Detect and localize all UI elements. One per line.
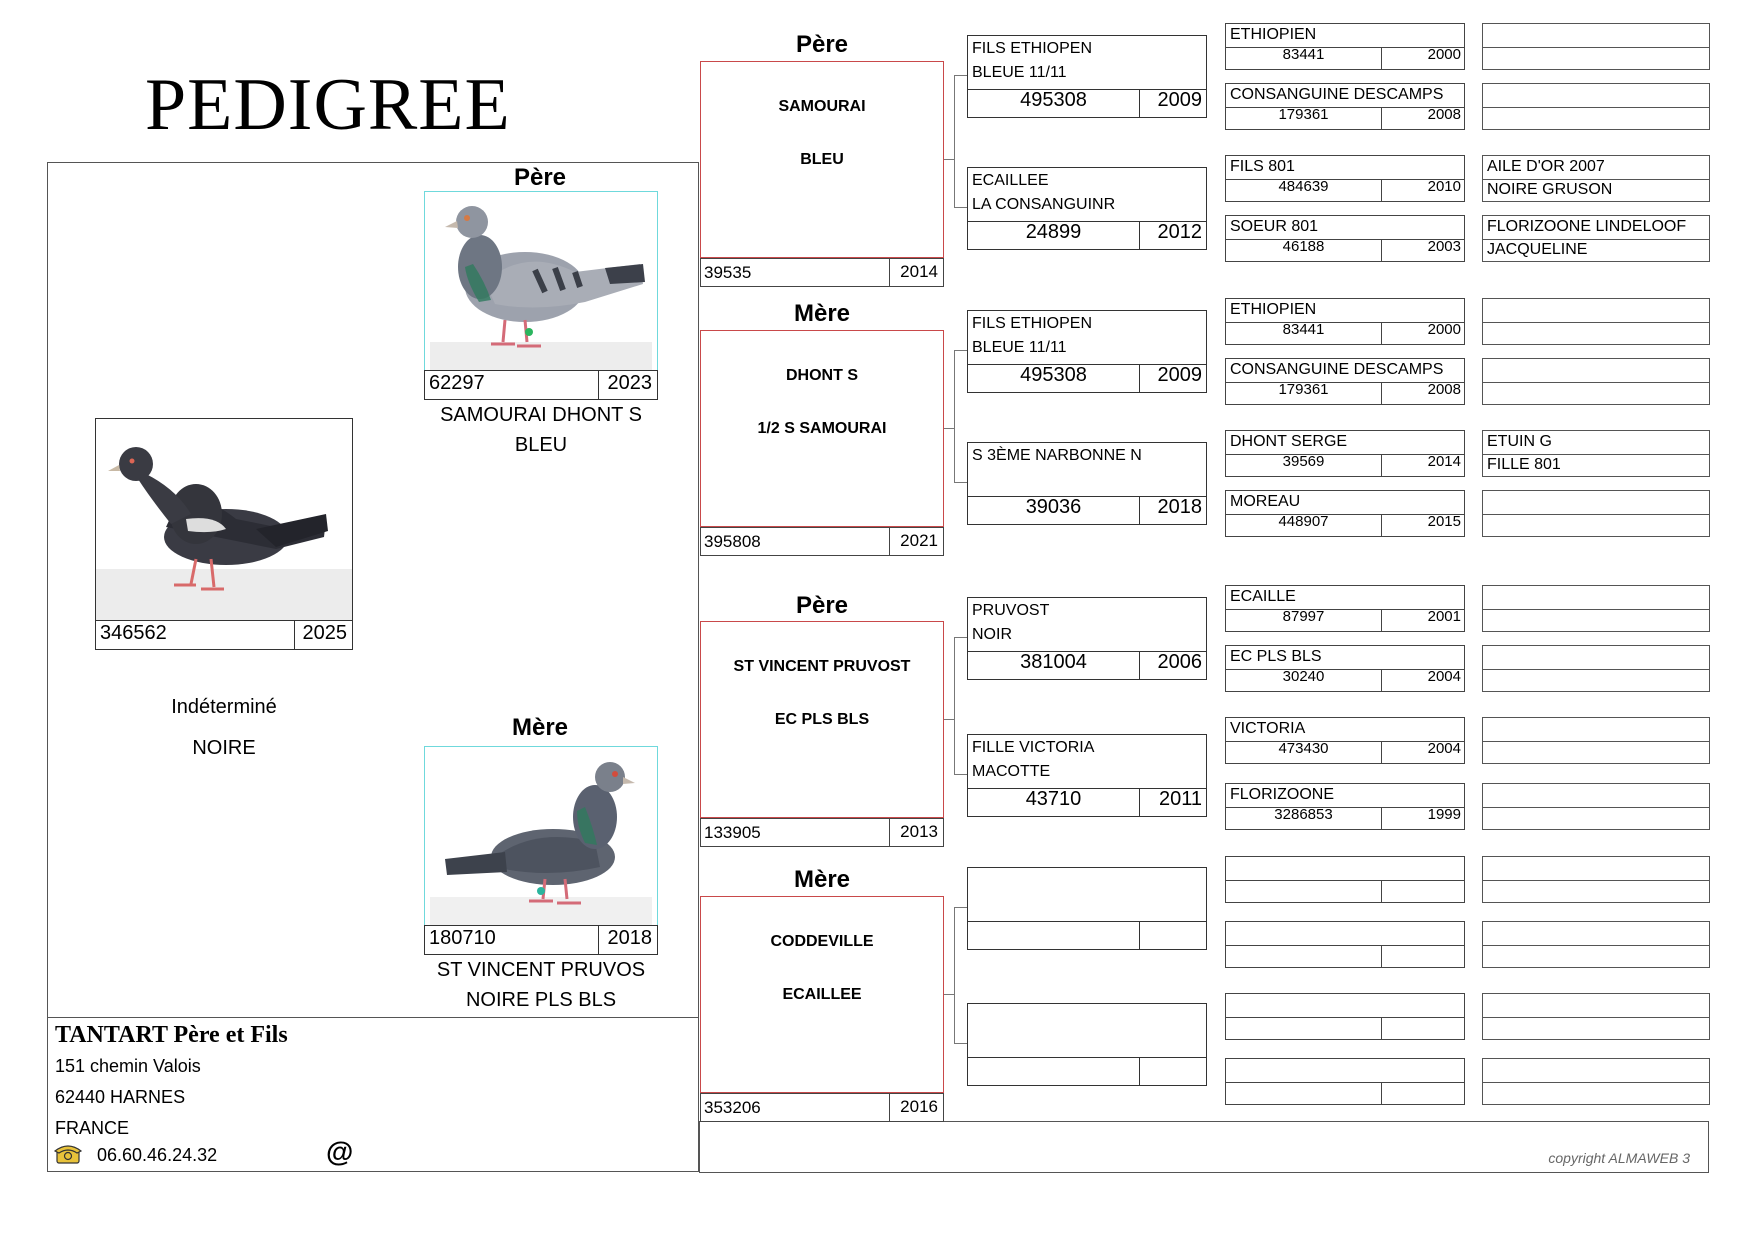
entry-ring-year: 2018 <box>1157 496 1202 518</box>
entry-color: MACOTTE <box>972 763 1051 780</box>
dam-ring <box>424 925 658 955</box>
grandparent-ring-year: 2021 <box>900 531 938 550</box>
sire-photo <box>424 191 658 371</box>
entry-ring-number: 30240 <box>1282 668 1325 685</box>
grandparent-color: ECAILLEE <box>782 986 862 1003</box>
ancestor-entry <box>1482 1058 1710 1105</box>
entry-ring-year: 2000 <box>1427 46 1461 63</box>
subject-ring-year: 2025 <box>302 622 347 644</box>
sire-ring-year: 2023 <box>607 372 652 394</box>
entry-name: VICTORIA <box>1230 720 1306 737</box>
entry-name: FILS ETHIOPEN <box>972 40 1093 57</box>
grandparent-name: CODDEVILLE <box>770 933 874 950</box>
entry-ring-number: 39036 <box>1025 496 1082 518</box>
dam-color: NOIRE PLS BLS <box>465 989 617 1011</box>
grandparent-entry <box>1225 83 1465 130</box>
connector <box>954 482 967 483</box>
grandparent-ring-number: 39535 <box>704 263 752 282</box>
entry-ring-year: 2001 <box>1427 608 1461 625</box>
grandparent-box <box>700 330 944 527</box>
parent-entry <box>967 1003 1207 1086</box>
divider <box>1483 609 1709 610</box>
grandparent-header: Mère <box>793 866 851 893</box>
dam-header: Mère <box>511 714 569 741</box>
connector <box>954 159 955 208</box>
divider <box>889 259 890 286</box>
entry-color: BLEUE 11/11 <box>972 64 1067 81</box>
entry-ring-year: 2011 <box>1158 788 1202 810</box>
divider <box>1381 47 1382 69</box>
entry-ring-number: 473430 <box>1278 740 1329 757</box>
ancestor-entry <box>1482 215 1710 262</box>
grandparent-entry <box>1225 430 1465 477</box>
entry-line-1: FLORIZOONE LINDELOOF <box>1487 218 1687 235</box>
grandparent-entry <box>1225 645 1465 692</box>
divider <box>598 926 599 954</box>
grandparent-box <box>700 896 944 1093</box>
entry-name: FILLE VICTORIA <box>972 739 1095 756</box>
page-title: PEDIGREE <box>145 64 511 146</box>
entry-ring-year: 2009 <box>1157 89 1202 111</box>
divider <box>1483 945 1709 946</box>
divider <box>968 1057 1206 1058</box>
divider <box>889 1094 890 1121</box>
grandparent-ring <box>700 258 944 287</box>
entry-ring-number: 3286853 <box>1274 806 1333 823</box>
grandparent-entry <box>1225 856 1465 903</box>
entry-ring-number: 46188 <box>1282 238 1325 255</box>
grandparent-ring-year: 2016 <box>900 1097 938 1116</box>
sire-name: SAMOURAI DHONT S <box>440 404 642 426</box>
connector <box>954 350 955 429</box>
entry-name: SOEUR 801 <box>1230 218 1319 235</box>
parent-entry <box>967 734 1207 817</box>
divider <box>294 621 295 649</box>
ancestor-entry <box>1482 645 1710 692</box>
entry-ring-number: 448907 <box>1278 513 1329 530</box>
subject-sex: Indéterminé <box>171 696 277 718</box>
entry-color: NOIR <box>972 626 1012 643</box>
grandparent-ring-number: 353206 <box>704 1098 761 1117</box>
grandparent-entry <box>1225 783 1465 830</box>
grandparent-ring <box>700 527 944 556</box>
grandparent-entry <box>1225 993 1465 1040</box>
entry-ring-year: 1999 <box>1427 806 1461 823</box>
divider <box>1139 496 1140 524</box>
divider <box>1483 107 1709 108</box>
entry-line-1: AILE D'OR 2007 <box>1487 158 1605 175</box>
divider <box>1483 514 1709 515</box>
entry-ring-year: 2012 <box>1157 221 1202 243</box>
connector <box>954 75 967 76</box>
entry-name: ECAILLEE <box>972 172 1049 189</box>
ancestor-entry <box>1482 23 1710 70</box>
grandparent-header: Père <box>795 592 849 619</box>
grandparent-name: ST VINCENT PRUVOST <box>733 658 911 675</box>
divider <box>968 921 1206 922</box>
entry-name: CONSANGUINE DESCAMPS <box>1230 86 1444 103</box>
divider <box>1381 322 1382 344</box>
grandparent-header: Mère <box>793 300 851 327</box>
subject-ring-number: 346562 <box>100 622 167 644</box>
divider <box>1483 1017 1709 1018</box>
parent-entry <box>967 597 1207 680</box>
connector <box>954 1043 967 1044</box>
grandparent-entry <box>1225 490 1465 537</box>
entry-color: BLEUE 11/11 <box>972 339 1067 356</box>
divider <box>1483 239 1709 240</box>
divider <box>1381 669 1382 691</box>
entry-ring-year: 2008 <box>1427 106 1461 123</box>
divider <box>889 528 890 555</box>
ancestor-entry <box>1482 298 1710 345</box>
ancestor-entry <box>1482 585 1710 632</box>
dam-ring-year: 2018 <box>607 927 652 949</box>
ancestor-entry <box>1482 717 1710 764</box>
parent-entry <box>967 867 1207 950</box>
entry-ring-year: 2009 <box>1157 364 1202 386</box>
divider <box>1139 221 1140 249</box>
entry-ring-number: 179361 <box>1278 106 1329 123</box>
divider <box>1381 880 1382 902</box>
ancestor-entry <box>1482 783 1710 830</box>
connector <box>954 75 955 160</box>
entry-ring-number: 495308 <box>1020 364 1087 386</box>
entry-ring-year: 2014 <box>1427 453 1461 470</box>
divider <box>598 371 599 399</box>
entry-name: EC PLS BLS <box>1230 648 1322 665</box>
divider <box>1483 322 1709 323</box>
divider <box>1381 1082 1382 1104</box>
ancestor-entry <box>1482 490 1710 537</box>
divider <box>1139 89 1140 117</box>
divider <box>1381 179 1382 201</box>
entry-ring-year: 2000 <box>1427 321 1461 338</box>
ancestor-entry <box>1482 856 1710 903</box>
grandparent-entry <box>1225 921 1465 968</box>
breeder-name: TANTART Père et Fils <box>55 1022 288 1048</box>
divider <box>1381 514 1382 536</box>
divider <box>1483 382 1709 383</box>
parent-entry <box>967 35 1207 118</box>
entry-line-1: ETUIN G <box>1487 433 1552 450</box>
connector <box>954 907 955 995</box>
divider <box>1381 107 1382 129</box>
grandparent-entry <box>1225 585 1465 632</box>
divider <box>1483 669 1709 670</box>
grandparent-header: Père <box>795 31 849 58</box>
subject-photo <box>95 418 353 621</box>
entry-name: FLORIZOONE <box>1230 786 1335 803</box>
divider <box>1483 741 1709 742</box>
breeder-street: 151 chemin Valois <box>55 1056 201 1076</box>
entry-name: FILS ETHIOPEN <box>972 315 1093 332</box>
entry-ring-year: 2008 <box>1427 381 1461 398</box>
entry-line-2: NOIRE GRUSON <box>1487 181 1613 198</box>
dam-photo <box>424 746 658 926</box>
divider <box>1226 1017 1464 1018</box>
parent-entry <box>967 167 1207 250</box>
entry-name: ECAILLE <box>1230 588 1296 605</box>
ancestor-entry <box>1482 921 1710 968</box>
grandparent-color: BLEU <box>800 151 844 168</box>
grandparent-ring-year: 2014 <box>900 262 938 281</box>
grandparent-ring-number: 133905 <box>704 823 761 842</box>
entry-ring-year: 2004 <box>1427 740 1461 757</box>
grandparent-entry <box>1225 23 1465 70</box>
entry-name: CONSANGUINE DESCAMPS <box>1230 361 1444 378</box>
connector <box>954 207 967 208</box>
entry-ring-year: 2015 <box>1427 513 1461 530</box>
sire-header: Père <box>513 164 567 191</box>
grandparent-entry <box>1225 1058 1465 1105</box>
divider <box>1139 788 1140 816</box>
connector <box>954 637 955 720</box>
sire-ring-number: 62297 <box>429 372 485 394</box>
grandparent-ring-year: 2013 <box>900 822 938 841</box>
divider <box>1483 47 1709 48</box>
divider <box>1381 609 1382 631</box>
entry-ring-number: 87997 <box>1282 608 1325 625</box>
divider <box>1226 880 1464 881</box>
connector <box>954 907 967 908</box>
grandparent-entry <box>1225 298 1465 345</box>
breeder-country: FRANCE <box>55 1118 130 1138</box>
divider <box>47 1017 699 1018</box>
grandparent-name: SAMOURAI <box>778 98 866 115</box>
entry-ring-number: 381004 <box>1020 651 1087 673</box>
entry-ring-number: 484639 <box>1278 178 1329 195</box>
entry-ring-number: 24899 <box>1025 221 1082 243</box>
connector <box>954 637 967 638</box>
entry-name: FILS 801 <box>1230 158 1295 175</box>
entry-name: MOREAU <box>1230 493 1301 510</box>
parent-entry <box>967 442 1207 525</box>
grandparent-color: 1/2 S SAMOURAI <box>757 420 887 437</box>
sire-ring <box>424 370 658 400</box>
divider <box>1226 945 1464 946</box>
connector <box>954 719 955 775</box>
grandparent-entry <box>1225 215 1465 262</box>
divider <box>1381 741 1382 763</box>
divider <box>889 819 890 846</box>
divider <box>1139 921 1140 949</box>
dam-name: ST VINCENT PRUVOS <box>436 959 646 981</box>
divider <box>1483 807 1709 808</box>
connector <box>954 994 955 1044</box>
divider <box>1226 1082 1464 1083</box>
entry-ring-year: 2003 <box>1427 238 1461 255</box>
entry-line-2: FILLE 801 <box>1487 456 1561 473</box>
entry-ring-number: 495308 <box>1020 89 1087 111</box>
sire-color: BLEU <box>514 434 568 456</box>
ancestor-entry <box>1482 430 1710 477</box>
entry-ring-number: 179361 <box>1278 381 1329 398</box>
entry-name: PRUVOST <box>972 602 1050 619</box>
entry-ring-number: 39569 <box>1282 453 1325 470</box>
entry-name: S 3ÈME NARBONNE N <box>972 447 1142 464</box>
subject-ring <box>95 620 353 650</box>
copyright-text: copyright ALMAWEB 3 <box>1548 1150 1690 1166</box>
grandparent-ring <box>700 818 944 847</box>
entry-name: ETHIOPIEN <box>1230 301 1317 318</box>
connector <box>954 428 955 483</box>
entry-ring-number: 83441 <box>1282 321 1325 338</box>
divider <box>1381 454 1382 476</box>
subject-color: NOIRE <box>192 737 256 759</box>
divider <box>1381 239 1382 261</box>
divider <box>1483 880 1709 881</box>
grandparent-box <box>700 61 944 258</box>
entry-ring-year: 2006 <box>1157 651 1202 673</box>
divider <box>1139 364 1140 392</box>
divider <box>1381 807 1382 829</box>
entry-ring-year: 2010 <box>1427 178 1461 195</box>
divider <box>1381 1017 1382 1039</box>
grandparent-entry <box>1225 358 1465 405</box>
divider <box>1381 945 1382 967</box>
ancestor-entry <box>1482 993 1710 1040</box>
email-icon[interactable]: @ <box>326 1136 354 1167</box>
grandparent-entry <box>1225 717 1465 764</box>
breeder-phone: 06.60.46.24.32 <box>97 1145 218 1165</box>
ancestor-entry <box>1482 358 1710 405</box>
entry-ring-number: 83441 <box>1282 46 1325 63</box>
divider <box>1483 454 1709 455</box>
connector <box>954 774 967 775</box>
entry-name: ETHIOPIEN <box>1230 26 1317 43</box>
grandparent-color: EC PLS BLS <box>774 711 870 728</box>
entry-line-2: JACQUELINE <box>1487 241 1588 258</box>
divider <box>1483 1082 1709 1083</box>
entry-color: LA CONSANGUINR <box>972 196 1116 213</box>
grandparent-name: DHONT S <box>786 367 858 384</box>
divider <box>1483 179 1709 180</box>
parent-entry <box>967 310 1207 393</box>
dam-ring-number: 180710 <box>429 927 496 949</box>
phone-icon <box>54 1143 82 1165</box>
breeder-city: 62440 HARNES <box>55 1087 186 1107</box>
entry-ring-year: 2004 <box>1427 668 1461 685</box>
connector <box>954 350 967 351</box>
grandparent-entry <box>1225 155 1465 202</box>
grandparent-box <box>700 621 944 818</box>
divider <box>1139 651 1140 679</box>
entry-ring-number: 43710 <box>1025 788 1082 810</box>
grandparent-ring-number: 395808 <box>704 532 761 551</box>
divider <box>1381 382 1382 404</box>
ancestor-entry <box>1482 155 1710 202</box>
entry-name: DHONT SERGE <box>1230 433 1348 450</box>
ancestor-entry <box>1482 83 1710 130</box>
grandparent-ring <box>700 1093 944 1122</box>
divider <box>1139 1057 1140 1085</box>
